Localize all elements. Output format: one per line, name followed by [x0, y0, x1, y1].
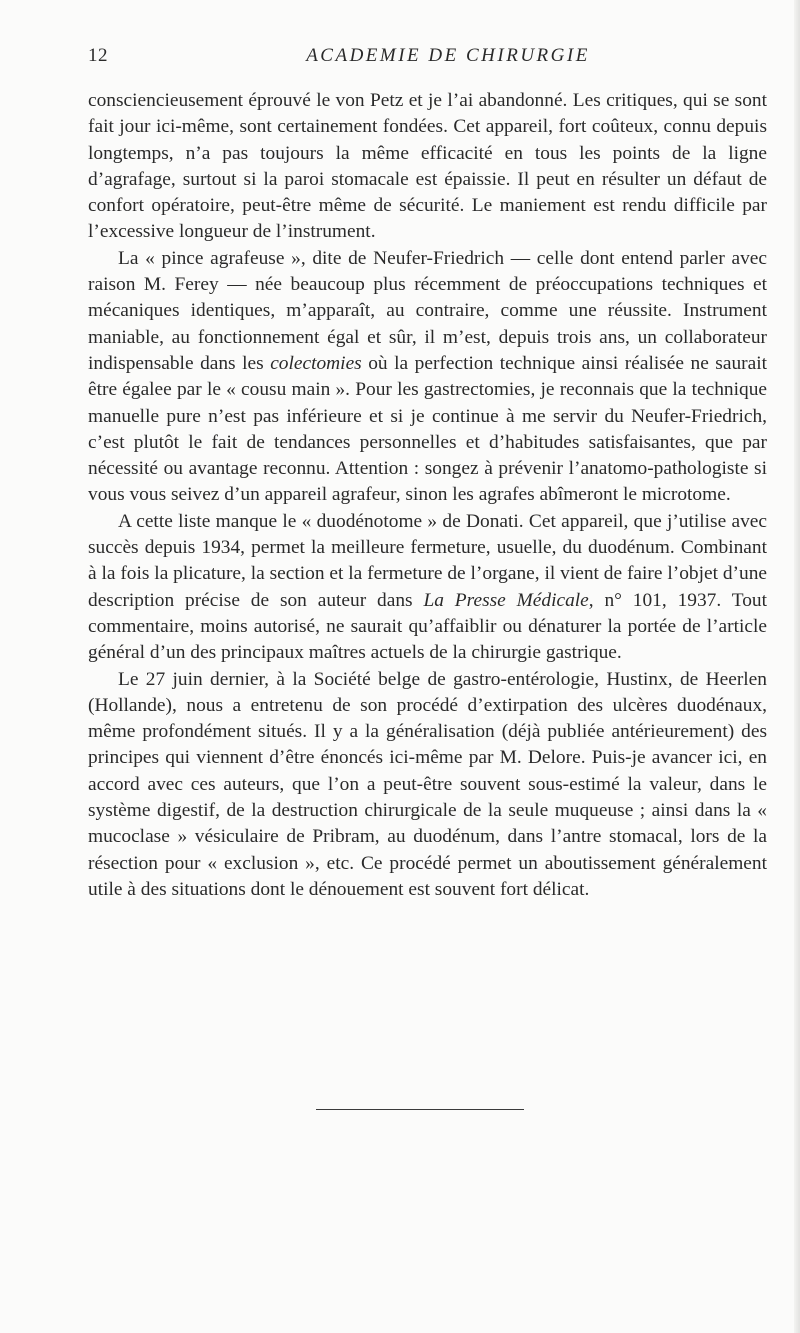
paragraph-text: où la perfection technique ainsi réalisée ne saurait être égalee par le « cousu main ». Pour les gastrectomies, je reconnais que la technique manuelle pure n’est pas inférieure et si je continue à me servir du Neufer-Friedrich, c’est plutôt le fait de tendances personnelles et d’habitudes satisfaisantes, que par nécessité ou avantage reconnu. Attention : songez à prévenir l’anatomo-pathologiste si vous vous seivez d’un appareil agrafeur, sinon les agrafes abîmeront le microtome.: [88, 352, 767, 506]
body-text: [88, 88, 767, 903]
page-edge-shadow: [794, 0, 800, 1333]
running-header: [88, 45, 768, 71]
paragraph-1: [88, 88, 767, 246]
italic-term-colectomies: colectomies: [270, 352, 362, 374]
end-of-section-rule: [316, 1109, 524, 1110]
paragraph-text: A cette liste manque le « duodénotome » de Donati. Cet appareil, que j’utilise avec succès depuis 1934, permet la meilleure fermeture, usuelle, du duodénum. Combinant à la fois la plicature, la section et la fermeture de l’organe, il vient de faire l’objet d’une description précise de son auteur dans: [88, 510, 767, 611]
paragraph-text: Le 27 juin dernier, à la Société belge de gastro-entérologie, Hustinx, de Heerlen (Hollande), nous a entretenu de son procédé d’extirpation des ulcères duodénaux, même profondément situés. Il y a la généralisation (déjà publiée antérieurement) des principes qui viennent d’être énoncés ici-même par M. Delore. Puis-je avancer ici, en accord avec ces auteurs, que l’on a peut-être souvent sous-estimé la valeur, dans le système digestif, de la destruction chirurgicale de la seule muqueuse ; ainsi dans la « mucoclase » vésiculaire de Pribram, au duodénum, dans l’antre stomacal, lors de la résection pour « exclusion », etc. Ce procédé permet un aboutissement généralement utile à des situations dont le dénouement est souvent fort délicat.: [88, 668, 767, 900]
paragraph-4: [88, 667, 767, 904]
paragraph-text: , n° 101, 1937. Tout commentaire, moins autorisé, ne saurait qu’affaiblir ou dénaturer la portée de l’article général d’un des principaux maîtres actuels de la chirurgie gastrique.: [88, 589, 767, 664]
running-title: ACADEMIE DE CHIRURGIE: [306, 45, 590, 66]
paragraph-text: consciencieusement éprouvé le von Petz et je l’ai abandonné. Les critiques, qui se sont fait jour ici-même, sont certainement fondées. Cet appareil, fort coûteux, connu depuis longtemps, n’a pas toujours la même efficacité en tous les points de la ligne d’agrafage, surtout si la paroi stomacale est épaissie. Il peut en résulter un défaut de confort opératoire, peut-être même de sécurité. Le maniement est rendu difficile par l’excessive longueur de l’instrument.: [88, 90, 767, 243]
paragraph-2: [88, 246, 767, 509]
page-number: 12: [88, 45, 108, 66]
paragraph-3: [88, 509, 767, 667]
paragraph-text: La « pince agrafeuse », dite de Neufer-Friedrich — celle dont entend parler avec raison M. Ferey — née beaucoup plus récemment de préoccupations techniques et mécaniques identiques, m’apparaît, au contraire, comme une réussite. Instrument maniable, au fonctionnement égal et sûr, il m’est, depuis trois ans, un collaborateur indispensable dans les: [88, 247, 767, 374]
italic-journal-title: La Presse Médicale: [423, 589, 589, 611]
